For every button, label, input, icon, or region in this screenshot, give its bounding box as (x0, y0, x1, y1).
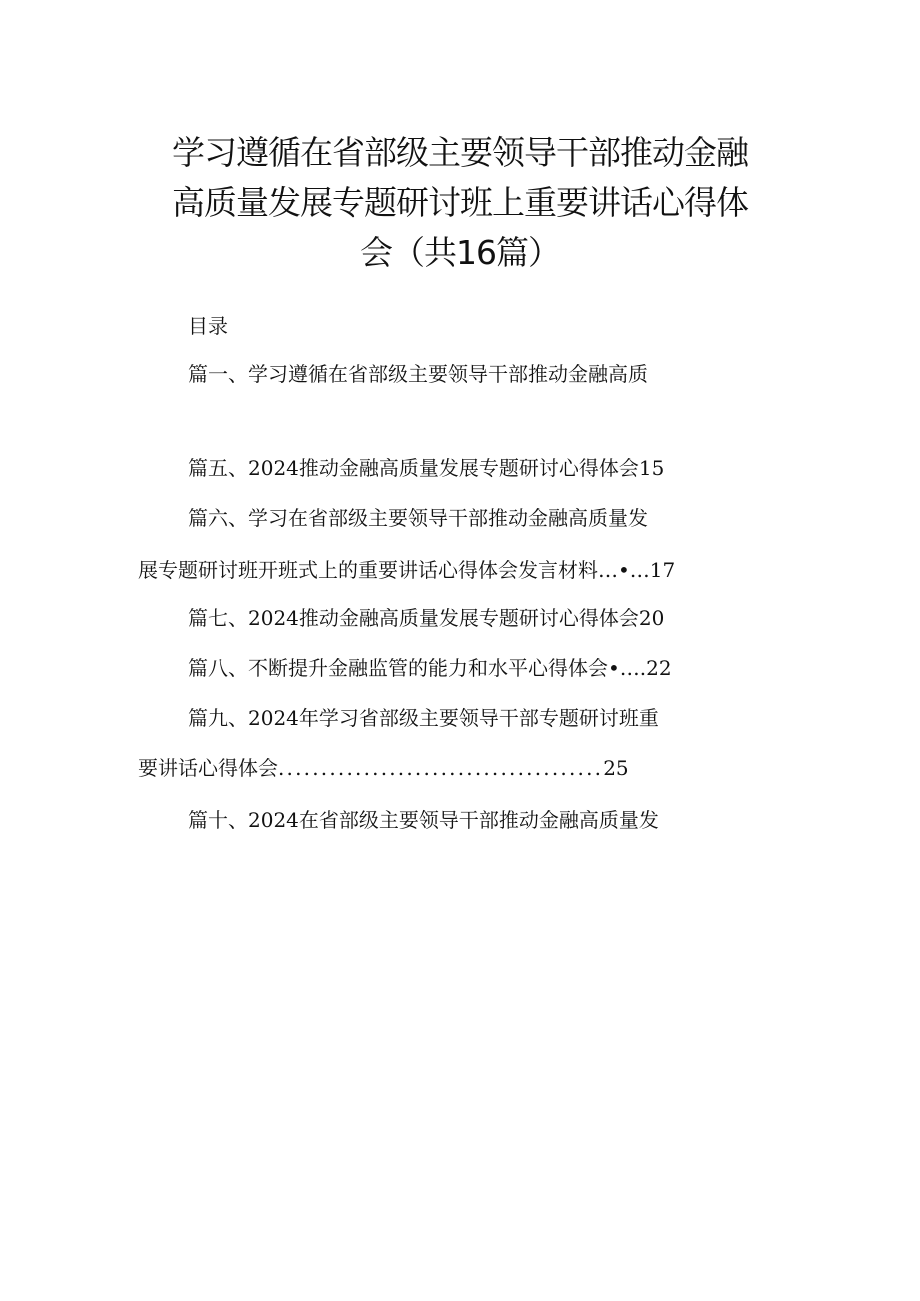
title-line-3: 会（共16篇） (360, 233, 560, 272)
leader-dots: ...................................... (278, 756, 604, 780)
toc-entry-5: 篇五、2024推动金融高质量发展专题研讨心得体会15 (188, 456, 665, 480)
toc-entry-6: 篇六、学习在省部级主要领导干部推动金融高质量发 (188, 506, 648, 530)
page-number: 25 (603, 756, 629, 780)
toc-heading: 目录 (188, 314, 228, 338)
toc-entry-1: 篇一、学习遵循在省部级主要领导干部推动金融高质 (188, 362, 648, 386)
title-line-1: 学习遵循在省部级主要领导干部推动金融 (172, 133, 748, 172)
toc-entry-9: 篇九、2024年学习省部级主要领导干部专题研讨班重 (188, 706, 659, 730)
toc-entry-6-continued: 展专题研讨班开班式上的重要讲话心得体会发言材料…•…17 (138, 558, 676, 582)
title-line-2: 高质量发展专题研讨班上重要讲话心得体 (172, 183, 748, 222)
toc-entry-9-continued (138, 754, 629, 782)
toc-entry-9-text: 要讲话心得体会 (138, 756, 278, 780)
toc-entry-10: 篇十、2024在省部级主要领导干部推动金融高质量发 (188, 808, 659, 832)
document-title (140, 128, 780, 278)
toc-entry-8: 篇八、不断提升金融监管的能力和水平心得体会•….22 (188, 656, 672, 680)
toc-entry-7: 篇七、2024推动金融高质量发展专题研讨心得体会20 (188, 606, 665, 630)
